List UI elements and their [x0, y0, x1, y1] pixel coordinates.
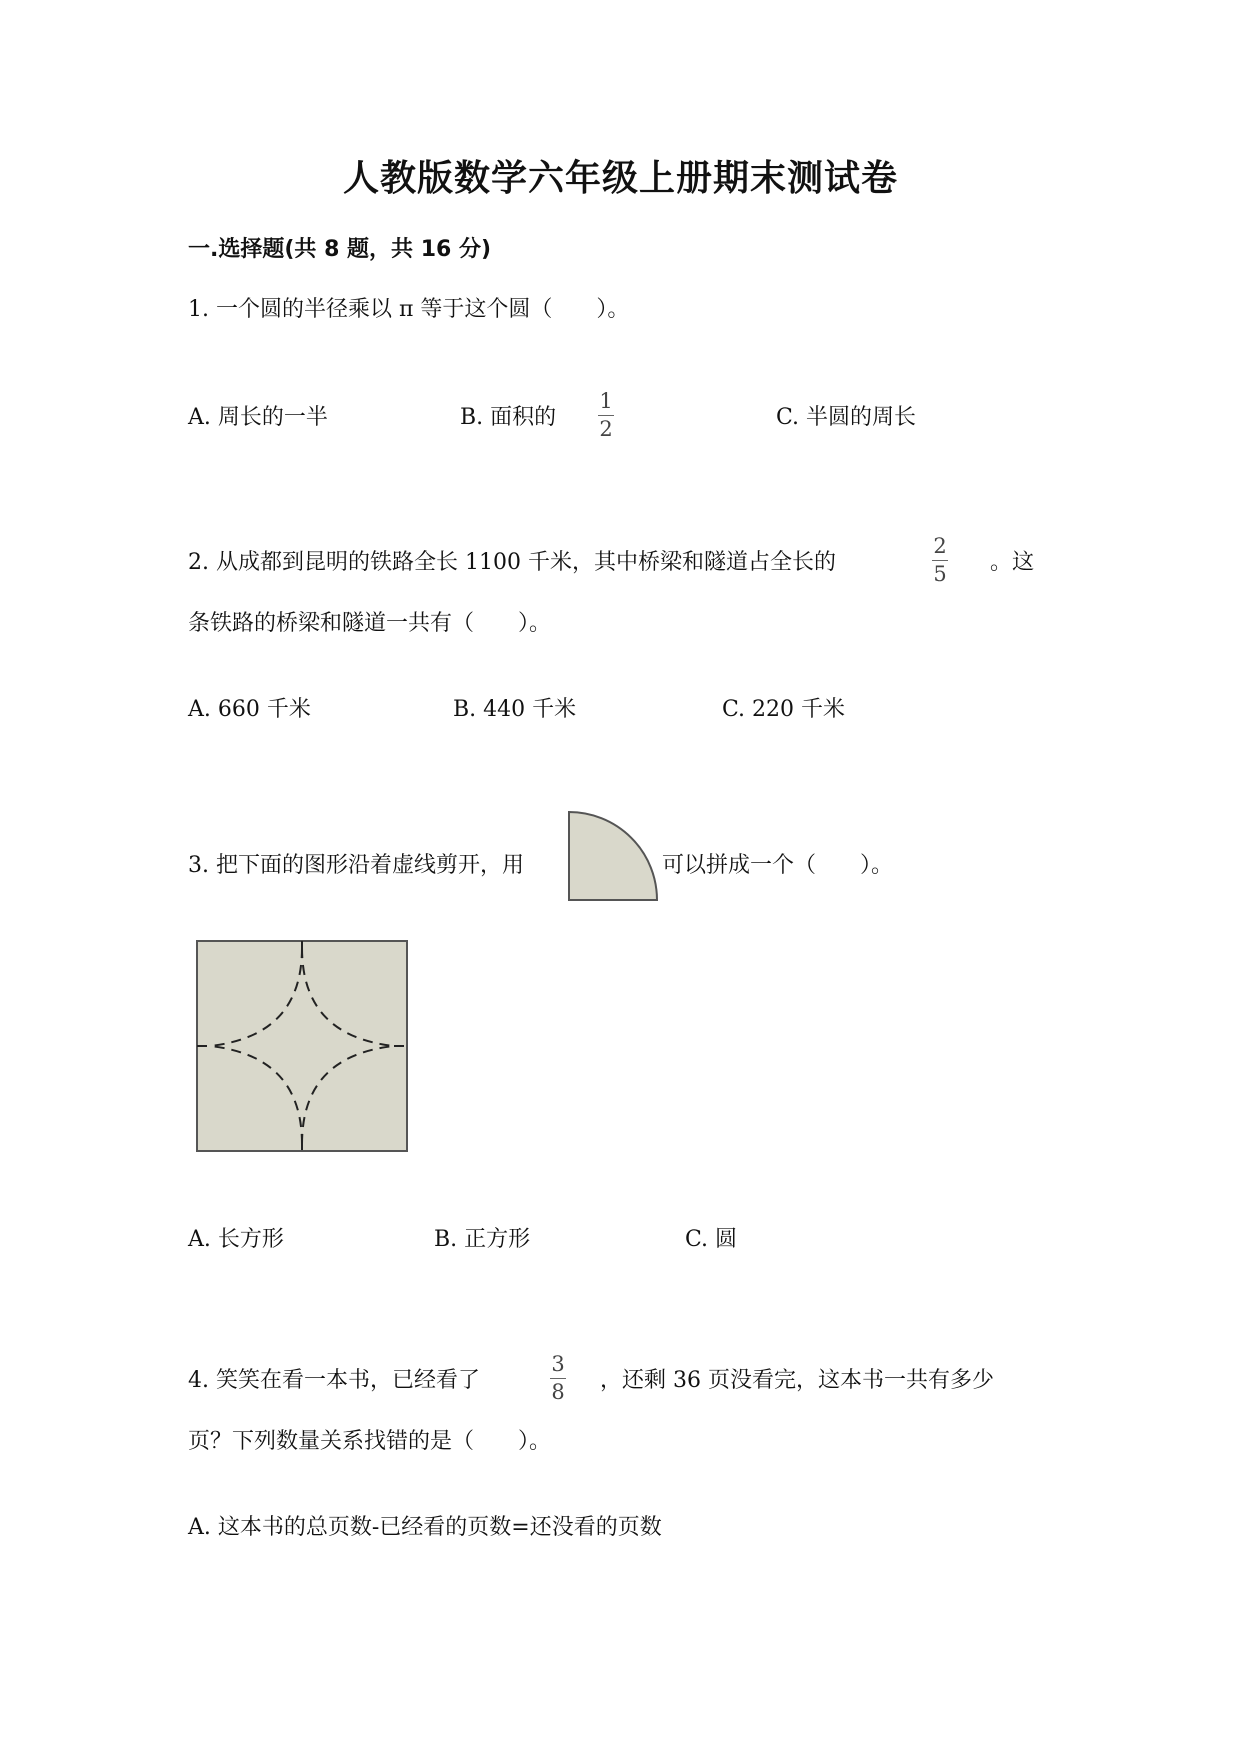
fraction-numerator: 1: [599, 389, 613, 413]
q1-option-b[interactable]: B. 面积的: [460, 405, 557, 430]
page-title: 人教版数学六年级上册期末测试卷: [342, 158, 898, 199]
q2-fraction: [932, 536, 948, 585]
question-4-line2: 页？下列数量关系找错的是（ ）。: [188, 1429, 552, 1454]
question-3-text-end: 可以拼成一个（ ）。: [662, 853, 894, 878]
question-1-text: 1. 一个圆的半径乘以 π 等于这个圆（ ）。: [188, 297, 630, 322]
q3-option-b[interactable]: B. 正方形: [434, 1227, 531, 1252]
fraction-denominator: 8: [551, 1380, 565, 1404]
fraction-bar: [932, 560, 948, 561]
square-cut-figure: [196, 940, 408, 1152]
fraction-bar: [550, 1378, 566, 1379]
q1-option-c[interactable]: C. 半圆的周长: [776, 405, 917, 430]
question-4-line1: 4. 笑笑在看一本书，已经看了: [188, 1368, 480, 1393]
q2-option-c[interactable]: C. 220 千米: [722, 697, 846, 722]
fraction-numerator: 3: [551, 1352, 565, 1376]
q4-fraction: [550, 1354, 566, 1403]
q3-option-c[interactable]: C. 圆: [685, 1227, 738, 1252]
fraction-denominator: 2: [599, 417, 613, 441]
question-4-line1-end: ，还剩 36 页没看完，这本书一共有多少: [600, 1368, 994, 1393]
fraction-bar: [598, 415, 614, 416]
q4-option-a[interactable]: A. 这本书的总页数-已经看的页数=还没看的页数: [188, 1515, 662, 1540]
q1-option-a[interactable]: A. 周长的一半: [188, 405, 328, 430]
section-heading: 一.选择题(共 8 题，共 16 分): [188, 237, 492, 262]
question-2-line1: 2. 从成都到昆明的铁路全长 1100 千米，其中桥梁和隧道占全长的: [188, 550, 836, 575]
question-2-line1-end: 。这: [990, 550, 1035, 575]
fraction-numerator: 2: [933, 534, 947, 558]
q2-option-b[interactable]: B. 440 千米: [453, 697, 577, 722]
q2-option-a[interactable]: A. 660 千米: [188, 697, 311, 722]
fraction-denominator: 5: [933, 562, 947, 586]
q3-option-a[interactable]: A. 长方形: [188, 1227, 284, 1252]
question-2-line2: 条铁路的桥梁和隧道一共有（ ）。: [188, 611, 552, 636]
question-3-text: 3. 把下面的图形沿着虚线剪开，用: [188, 853, 524, 878]
q1-fraction: [598, 391, 614, 440]
quarter-circle-figure: [567, 810, 659, 902]
